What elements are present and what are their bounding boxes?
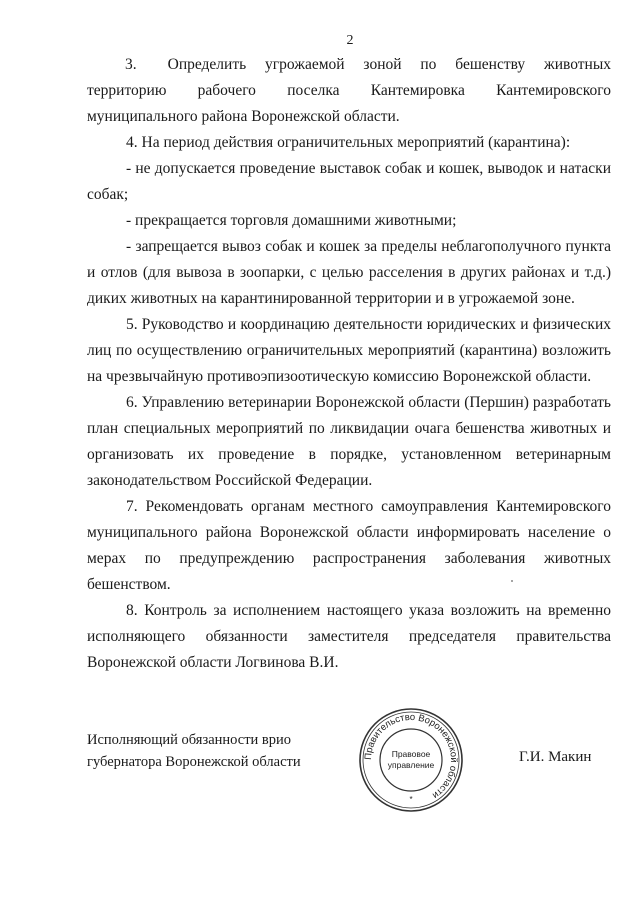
- paragraph-item-4: 4. На период действия ограничительных мероприятий (карантина):: [126, 134, 571, 151]
- paragraph-item-6: 6. Управлению ветеринарии Воронежской области (Першин) разработать план специальных мероприятий по ликвидации очага бешенства животных и организовать их проведение в порядке, установленном ветеринарным законодательством Российской Федерации.: [87, 394, 611, 489]
- stamp-outer-text: Правительство Воронежской области: [362, 711, 460, 801]
- paragraph-item-4-exhibitions: - не допускается проведение выставок собак и кошек, выводок и натаски собак;: [87, 160, 611, 203]
- page-number: 2: [346, 33, 354, 48]
- stamp-inner-line-1: Правовое: [391, 749, 431, 759]
- paragraph-item-5: 5. Руководство и координацию деятельности юридических и физических лиц по осуществлению ограничительных мероприятий (карантина) возложить на чрезвычайную противоэпизоотическую комиссию Воронежской области.: [87, 316, 611, 385]
- stamp-seal-icon: [357, 706, 465, 814]
- scan-speck: [511, 580, 513, 582]
- paragraph-item-4-trade: - прекращается торговля домашними животными;: [126, 212, 457, 229]
- paragraph-item-4-export: - запрещается вывоз собак и кошек за пределы неблагополучного пункта и отлов (для вывоза в зоопарки, с целью расселения в других районах и т.д.) диких животных на карантинированной территории и в угрожаемой зоне.: [87, 238, 611, 307]
- paragraph-item-3: 3. Определить угрожаемой зоной по бешенству животных территорию рабочего поселка Кантемировка Кантемировского муниципального района Воронежской области.: [87, 56, 611, 125]
- signature-position: [87, 729, 301, 773]
- signature-position-line-1: Исполняющий обязанности врио: [87, 732, 292, 748]
- signature-position-line-2: губернатора Воронежской области: [87, 754, 301, 770]
- official-stamp: [357, 706, 465, 814]
- paragraph-item-8: 8. Контроль за исполнением настоящего указа возложить на временно исполняющего обязанности заместителя председателя правительства Воронежской области Логвинова В.И.: [87, 602, 611, 671]
- signatory-name: Г.И. Макин: [519, 749, 592, 765]
- paragraph-item-7: 7. Рекомендовать органам местного самоуправления Кантемировского муниципального района Воронежской области информировать население о мерах по предупреждению распространения заболевания животных бешенством.: [87, 498, 611, 593]
- stamp-inner-line-2: управление: [387, 760, 435, 770]
- document-body: [87, 52, 611, 676]
- svg-text:*: *: [409, 795, 413, 804]
